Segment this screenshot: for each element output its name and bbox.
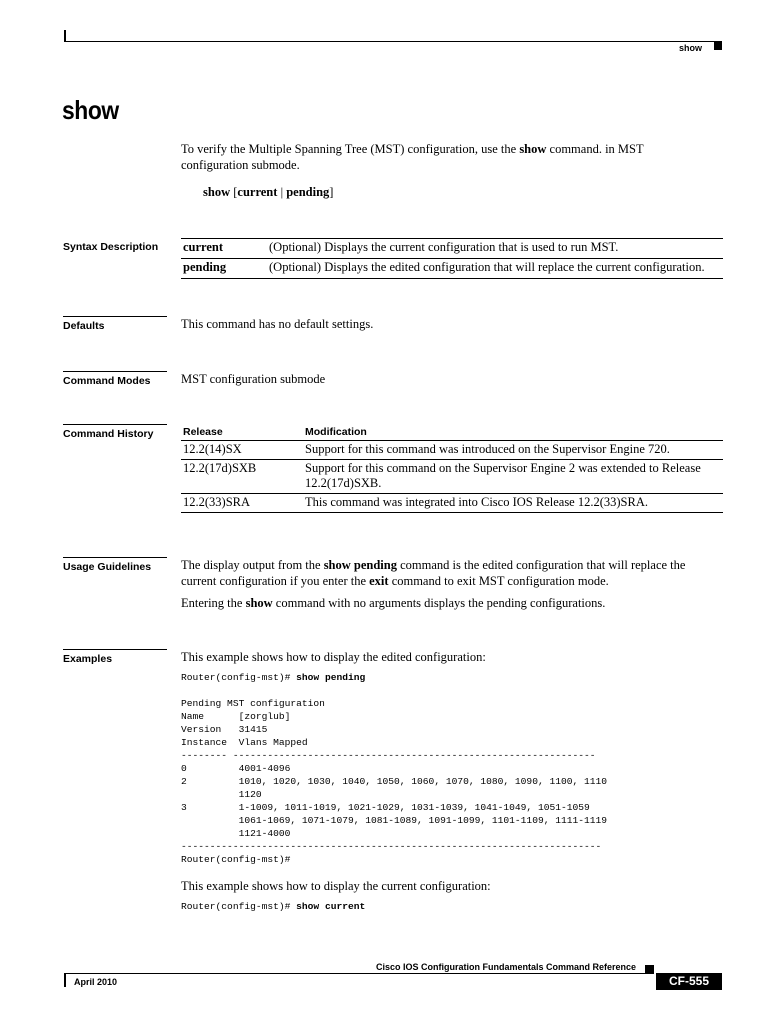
header-marker xyxy=(714,42,722,50)
example-intro-1: This example shows how to display the edited configuration: xyxy=(181,650,486,664)
syntax-keyword: pending xyxy=(181,259,267,279)
history-release: 12.2(33)SRA xyxy=(181,494,303,513)
intro-text-c: command. in MST configuration submode. xyxy=(181,142,644,172)
defaults-text: This command has no default settings. xyxy=(181,317,374,331)
usage-text: command to exit MST configuration mode. xyxy=(388,574,609,588)
usage-text: Entering the xyxy=(181,596,246,610)
intro-paragraph xyxy=(181,141,701,173)
usage-text: The display output from the xyxy=(181,558,324,572)
footer-rule xyxy=(64,973,648,974)
history-mod: Support for this command was introduced on the Supervisor Engine 720. xyxy=(303,441,723,460)
section-command-history: Command History xyxy=(63,424,167,440)
footer-tick xyxy=(64,973,66,987)
usage-cmd: show xyxy=(245,596,273,610)
cli-prompt: Router(config-mst)# xyxy=(181,901,297,912)
history-release: 12.2(14)SX xyxy=(181,441,303,460)
history-release: 12.2(17d)SXB xyxy=(181,460,303,494)
example-output: Pending MST configuration Name [zorglub] Version 31415 Instance Vlans Mapped -------- --------------------------------------------------------------- 0 4001-4096 2 1010, 1020, 1030, 1040, 1050, 1060, 1070, 1080, 1090, 1100, 1110 1120 3 1-1009, 1011-1019, 1021-1029, 1031-1039, 1041-1049, 1051-1059 1061-1069, 1071-1079, 1081-1089, 1091-1099, 1101-1109, 1111-1119 1121-4000 ------------------------------------------------------------------------- Router(config-mst)# xyxy=(181,698,608,865)
footer-date: April 2010 xyxy=(74,977,118,987)
cli-command: show current xyxy=(296,901,366,912)
running-title: show xyxy=(678,43,702,53)
table-header-row xyxy=(181,424,723,441)
history-mod: Support for this command on the Supervisor Engine 2 was extended to Release 12.2(17d)SXB. xyxy=(303,460,723,494)
usage-paragraph-1 xyxy=(181,557,721,589)
page-number: CF-555 xyxy=(656,973,722,990)
footer-marker xyxy=(645,965,654,974)
cli-command: show pending xyxy=(296,672,366,683)
col-release: Release xyxy=(181,424,303,441)
usage-cmd: exit xyxy=(369,574,389,588)
syntax-open: [ xyxy=(230,185,238,199)
example-command-1 xyxy=(181,671,365,684)
syntax-table xyxy=(181,238,723,279)
syntax-desc: (Optional) Displays the current configuration that is used to run MST. xyxy=(267,239,723,259)
usage-paragraph-2 xyxy=(181,595,605,611)
syntax-pending: pending xyxy=(286,185,330,199)
table-row xyxy=(181,494,723,513)
syntax-line xyxy=(203,184,333,200)
section-defaults: Defaults xyxy=(63,316,167,332)
table-row xyxy=(181,239,723,259)
page-title: show xyxy=(62,95,119,125)
section-command-modes: Command Modes xyxy=(63,371,167,387)
usage-cmd: show pending xyxy=(323,558,397,572)
syntax-keyword: current xyxy=(181,239,267,259)
intro-cmd: show xyxy=(519,142,547,156)
usage-text: command with no arguments displays the pending configurations. xyxy=(272,596,606,610)
history-table xyxy=(181,424,723,513)
syntax-close: ] xyxy=(329,185,334,199)
history-mod: This command was integrated into Cisco IOS Release 12.2(33)SRA. xyxy=(303,494,723,513)
syntax-cmd: show xyxy=(203,185,231,199)
syntax-sep: | xyxy=(277,185,287,199)
intro-text-a: To verify the Multiple Spanning Tree (MST) configuration, use the xyxy=(181,142,520,156)
section-usage-guidelines: Usage Guidelines xyxy=(63,557,167,573)
col-modification: Modification xyxy=(303,424,723,441)
syntax-desc: (Optional) Displays the edited configuration that will replace the current configuration. xyxy=(267,259,723,279)
example-intro-2: This example shows how to display the current configuration: xyxy=(181,879,491,893)
modes-text: MST configuration submode xyxy=(181,372,326,386)
usage-text: command is the edited configuration that will replace the current configuration if you enter the xyxy=(181,558,686,588)
table-row xyxy=(181,460,723,494)
example-command-2 xyxy=(181,900,365,913)
header-rule xyxy=(64,41,722,42)
footer-book-title: Cisco IOS Configuration Fundamentals Command Reference xyxy=(375,962,636,972)
syntax-current: current xyxy=(237,185,278,199)
table-row xyxy=(181,441,723,460)
section-syntax-description: Syntax Description xyxy=(63,241,159,253)
cli-prompt: Router(config-mst)# xyxy=(181,672,297,683)
section-examples: Examples xyxy=(63,649,167,665)
table-row xyxy=(181,259,723,279)
